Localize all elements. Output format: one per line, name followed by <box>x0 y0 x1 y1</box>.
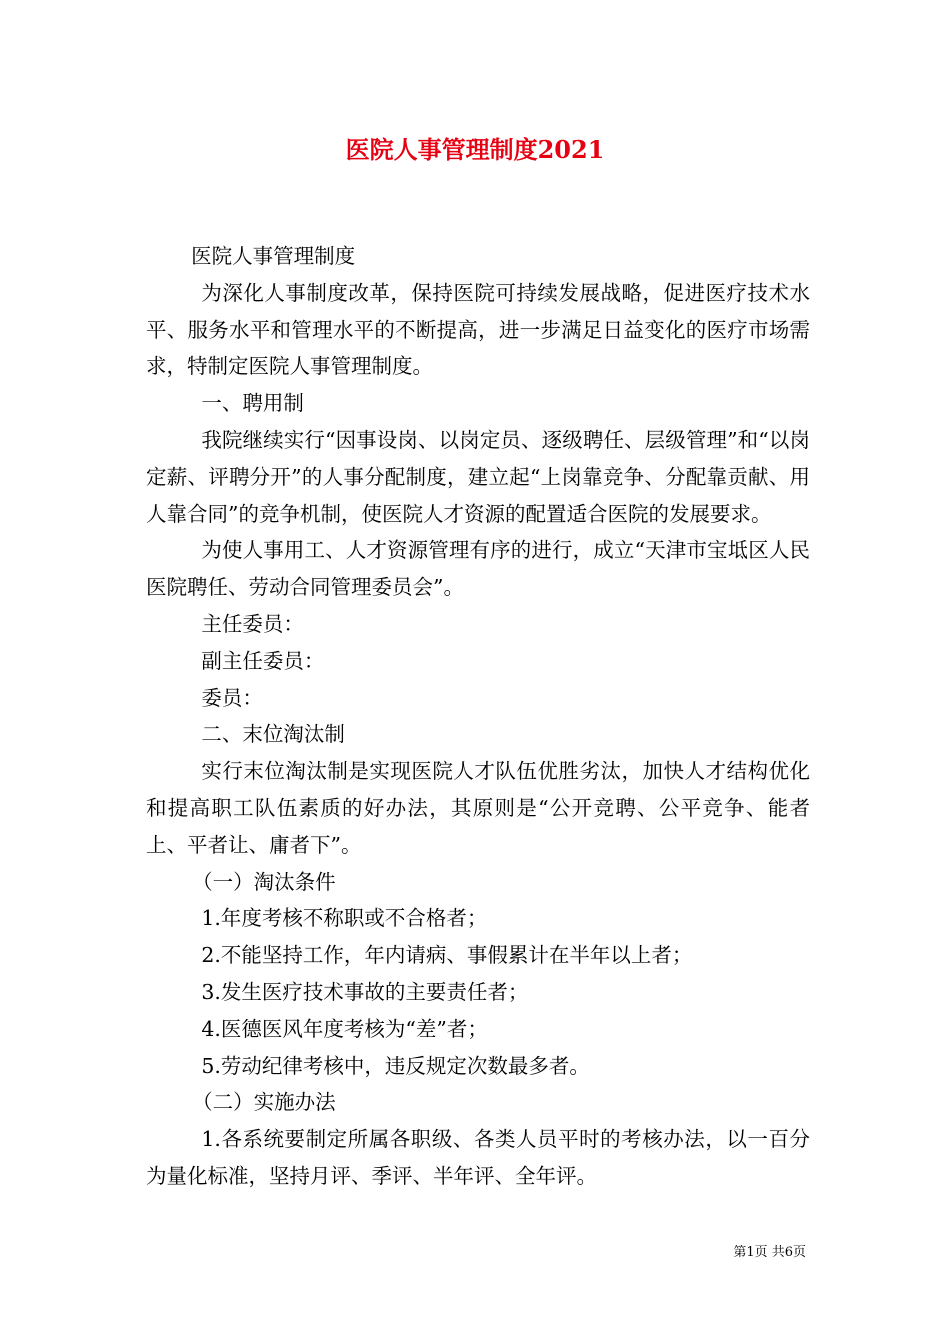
paragraph: 为深化人事制度改革，保持医院可持续发展战略，促进医疗技术水平、服务水平和管理水平的不断提高，进一步满足日益变化的医疗市场需求，特制定医院人事管理制度。 <box>146 280 810 379</box>
paragraph: 1.年度考核不称职或不合格者； <box>201 906 488 931</box>
paragraph: 副主任委员： <box>201 648 325 673</box>
paragraph: 3.发生医疗技术事故的主要责任者； <box>201 979 529 1004</box>
paragraph: 4.医德医风年度考核为“差”者； <box>201 1016 488 1041</box>
paragraph: 我院继续实行“因事设岗、以岗定员、逐级聘任、层级管理”和“以岗定薪、评聘分开”的人事分配制度，建立起“上岗靠竞争、分配靠贡献、用人靠合同”的竞争机制，使医院人才资源的配置适合医院的发展要求。 <box>146 427 810 526</box>
paragraph: 1.各系统要制定所属各职级、各类人员平时的考核办法，以一百分为量化标准，坚持月评、季评、半年评、全年评。 <box>146 1127 810 1188</box>
paragraph: 委员： <box>201 685 263 710</box>
paragraph: 二、末位淘汰制 <box>201 722 345 747</box>
paragraph: （二）实施办法 <box>192 1090 336 1115</box>
paragraph: 主任委员： <box>201 611 304 636</box>
document-body <box>146 238 810 1195</box>
paragraph: 一、聘用制 <box>201 391 304 416</box>
paragraph: 为使人事用工、人才资源管理有序的进行，成立“天津市宝坻区人民医院聘任、劳动合同管理委员会”。 <box>146 538 810 600</box>
document-title: 医院人事管理制度2021 <box>345 135 605 164</box>
paragraph: 医院人事管理制度 <box>191 244 356 268</box>
paragraph: 实行末位淘汰制是实现医院人才队伍优胜劣汰，加快人才结构优化和提高职工队伍素质的好办法，其原则是“公开竞聘、公平竞争、能者上、平者让、庸者下”。 <box>146 759 810 857</box>
paragraph: （一）淘汰条件 <box>192 869 336 894</box>
page-number: 第1页 共6页 <box>733 1245 806 1260</box>
paragraph: 5.劳动纪律考核中，违反规定次数最多者。 <box>201 1053 590 1078</box>
paragraph: 2.不能坚持工作，年内请病、事假累计在半年以上者； <box>201 943 693 968</box>
